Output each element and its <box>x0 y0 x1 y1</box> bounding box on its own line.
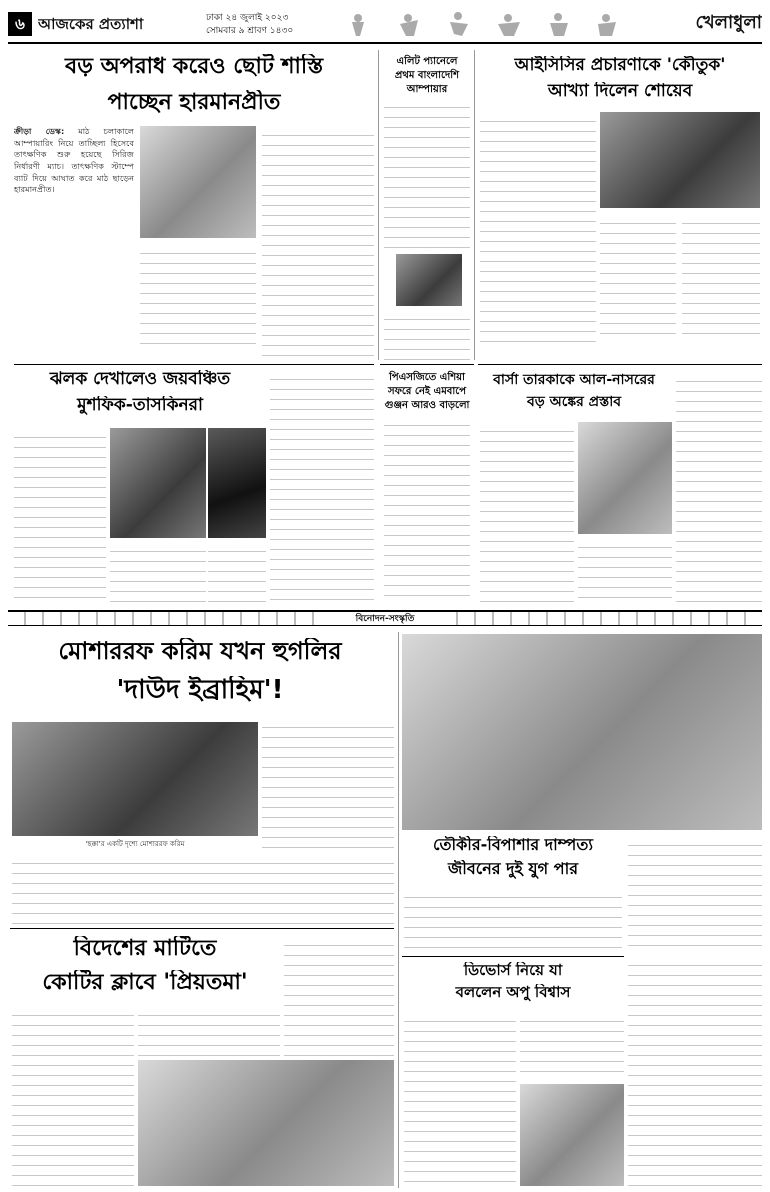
apu-photo <box>520 1084 624 1186</box>
priyotoma-body-col1 <box>12 1006 134 1186</box>
mosharraf-photo-caption: 'ছক্কা'র একটি দৃশ্যে মোশাররফ করিম <box>85 840 185 848</box>
headline-harmanpreet-2: পাচ্ছেন হারমানপ্রীত <box>107 90 281 115</box>
headline-barca-2: বড় অঙ্কের প্রস্তাব <box>526 394 622 410</box>
headline-priyotoma-2: কোটির ক্লাবে 'প্রিয়তমা' <box>42 970 248 995</box>
apu-rule <box>402 956 624 957</box>
apu-body-col3 <box>628 956 762 1186</box>
headline-toukir-1: তৌকীর-বিপাশার দাম্পত্য <box>433 836 593 854</box>
headline-apu-1: ডিভোর্স নিয়ে যা <box>463 962 563 979</box>
headline-mosharraf-1: মোশাররফ করিম যখন হুগলির <box>58 638 342 665</box>
harmanpreet-body-col1 <box>14 126 134 346</box>
headline-priyotoma-1: বিদেশের মাটিতে <box>73 936 217 961</box>
header-rule <box>8 42 762 44</box>
psg-kicker-1: পিএসজিতে এশিয়া <box>389 372 465 383</box>
priyotoma-body-col3 <box>138 1006 280 1056</box>
apu-body-col1 <box>404 1012 516 1186</box>
shoaib-body-col2 <box>600 214 676 342</box>
headline-apu-2: বললেন অপু বিশ্বাস <box>455 984 571 1001</box>
column-divider-1 <box>378 50 379 360</box>
divider-label: বিনোদন-সংস্কৃতি <box>328 612 442 626</box>
harmanpreet-dateline: ক্রীড়া ডেস্ক: <box>14 126 65 136</box>
psg-kicker-3: গুঞ্জন আরও বাড়লো <box>384 400 470 411</box>
page-number: ৬ <box>8 12 32 36</box>
priyotoma-rule <box>10 928 394 929</box>
sports-rule-mid <box>14 364 374 365</box>
umpire-body-bottom <box>384 310 470 360</box>
umpire-photo <box>396 254 462 306</box>
shoaib-body-col1 <box>480 112 596 342</box>
harmanpreet-lead: মাঠ চলাকালে আম্পায়ারিং নিয়ে তাচ্ছিল্য হিসেবে তাৎক্ষণিক শুরু হয়েছে সিরিজ নির্ধারণী ম্যাচ। তাৎক্ষণিক স্টাম্পে ব্যাট দিয়ে আঘাত করে মাঠ ছাড়েন হারমানপ্রীত। <box>14 126 134 195</box>
mushfiq-body-col1 <box>14 428 106 604</box>
date-line-1: ঢাকা ২৪ জুলাই ২০২৩ <box>206 13 289 23</box>
umpire-kicker-3: আম্পায়ার <box>406 84 448 95</box>
barca-rule <box>478 364 762 365</box>
shoaib-body-col3 <box>682 214 760 342</box>
harmanpreet-photo <box>140 126 256 238</box>
entertainment-divider <box>8 610 762 626</box>
headline-mushfiq-1: ঝলক দেখালেও জয়বঞ্চিত <box>49 370 231 389</box>
toukir-bipasha-photo <box>402 634 762 830</box>
headline-mosharraf-2: 'দাউদ ইব্রাহিম'! <box>116 676 284 705</box>
masthead <box>8 6 762 40</box>
section-title: খেলাধুলা <box>695 12 762 33</box>
psg-kicker-2: সফরে নেই এমবাপে <box>387 386 467 397</box>
toukir-body-col2 <box>628 836 762 952</box>
headline-barca-1: বার্সা তারকাকে আল-নাসরের <box>493 372 655 388</box>
date-line-2: সোমবার ৯ শ্রাবণ ১৪৩০ <box>206 26 294 36</box>
toukir-body-col1 <box>404 888 622 952</box>
paper-name: আজকের প্রত্যাশা <box>38 15 144 33</box>
headline-harmanpreet-1: বড় অপরাধ করেও ছোট শাস্তি <box>64 54 324 79</box>
mosharraf-photo <box>12 722 258 836</box>
apu-body-col2 <box>520 1012 624 1080</box>
umpire-body-top <box>384 98 470 250</box>
barca-player-photo <box>578 422 672 534</box>
mushfiq-body-col2 <box>110 542 206 604</box>
mosharraf-body-col2 <box>262 718 394 850</box>
mushfiq-body-col3 <box>208 542 266 604</box>
shoaib-photo <box>600 112 760 208</box>
psg-body <box>384 416 470 604</box>
harmanpreet-body-col2 <box>140 244 256 346</box>
headline-shoaib-2: আখ্যা দিলেন শোয়েব <box>547 82 693 101</box>
barca-body-col2 <box>578 538 672 604</box>
umpire-kicker-2: প্রথম বাংলাদেশি <box>394 70 460 81</box>
column-divider-2 <box>474 50 475 360</box>
taskin-photo <box>208 428 266 538</box>
headline-toukir-2: জীবনের দুই যুগ পার <box>447 860 579 878</box>
mushfiq-photo <box>110 428 206 538</box>
harmanpreet-body-col3 <box>262 126 374 364</box>
priyotoma-body-col2 <box>284 936 394 1056</box>
sports-silhouettes-banner <box>338 10 638 38</box>
umpire-kicker-1: এলিট প্যানেলে <box>396 56 458 67</box>
mosharraf-body-bottom <box>12 854 394 924</box>
priyotoma-photo <box>138 1060 394 1186</box>
psg-rule <box>380 364 474 365</box>
mushfiq-body-col4 <box>270 370 374 604</box>
barca-body-col3 <box>676 372 762 604</box>
headline-mushfiq-2: মুশফিক-তাসকিনরা <box>77 396 203 415</box>
headline-shoaib-1: আইসিসির প্রচারণাকে 'কৌতুক' <box>514 56 726 75</box>
column-divider-3 <box>398 632 399 1188</box>
barca-body-col1 <box>480 422 574 604</box>
